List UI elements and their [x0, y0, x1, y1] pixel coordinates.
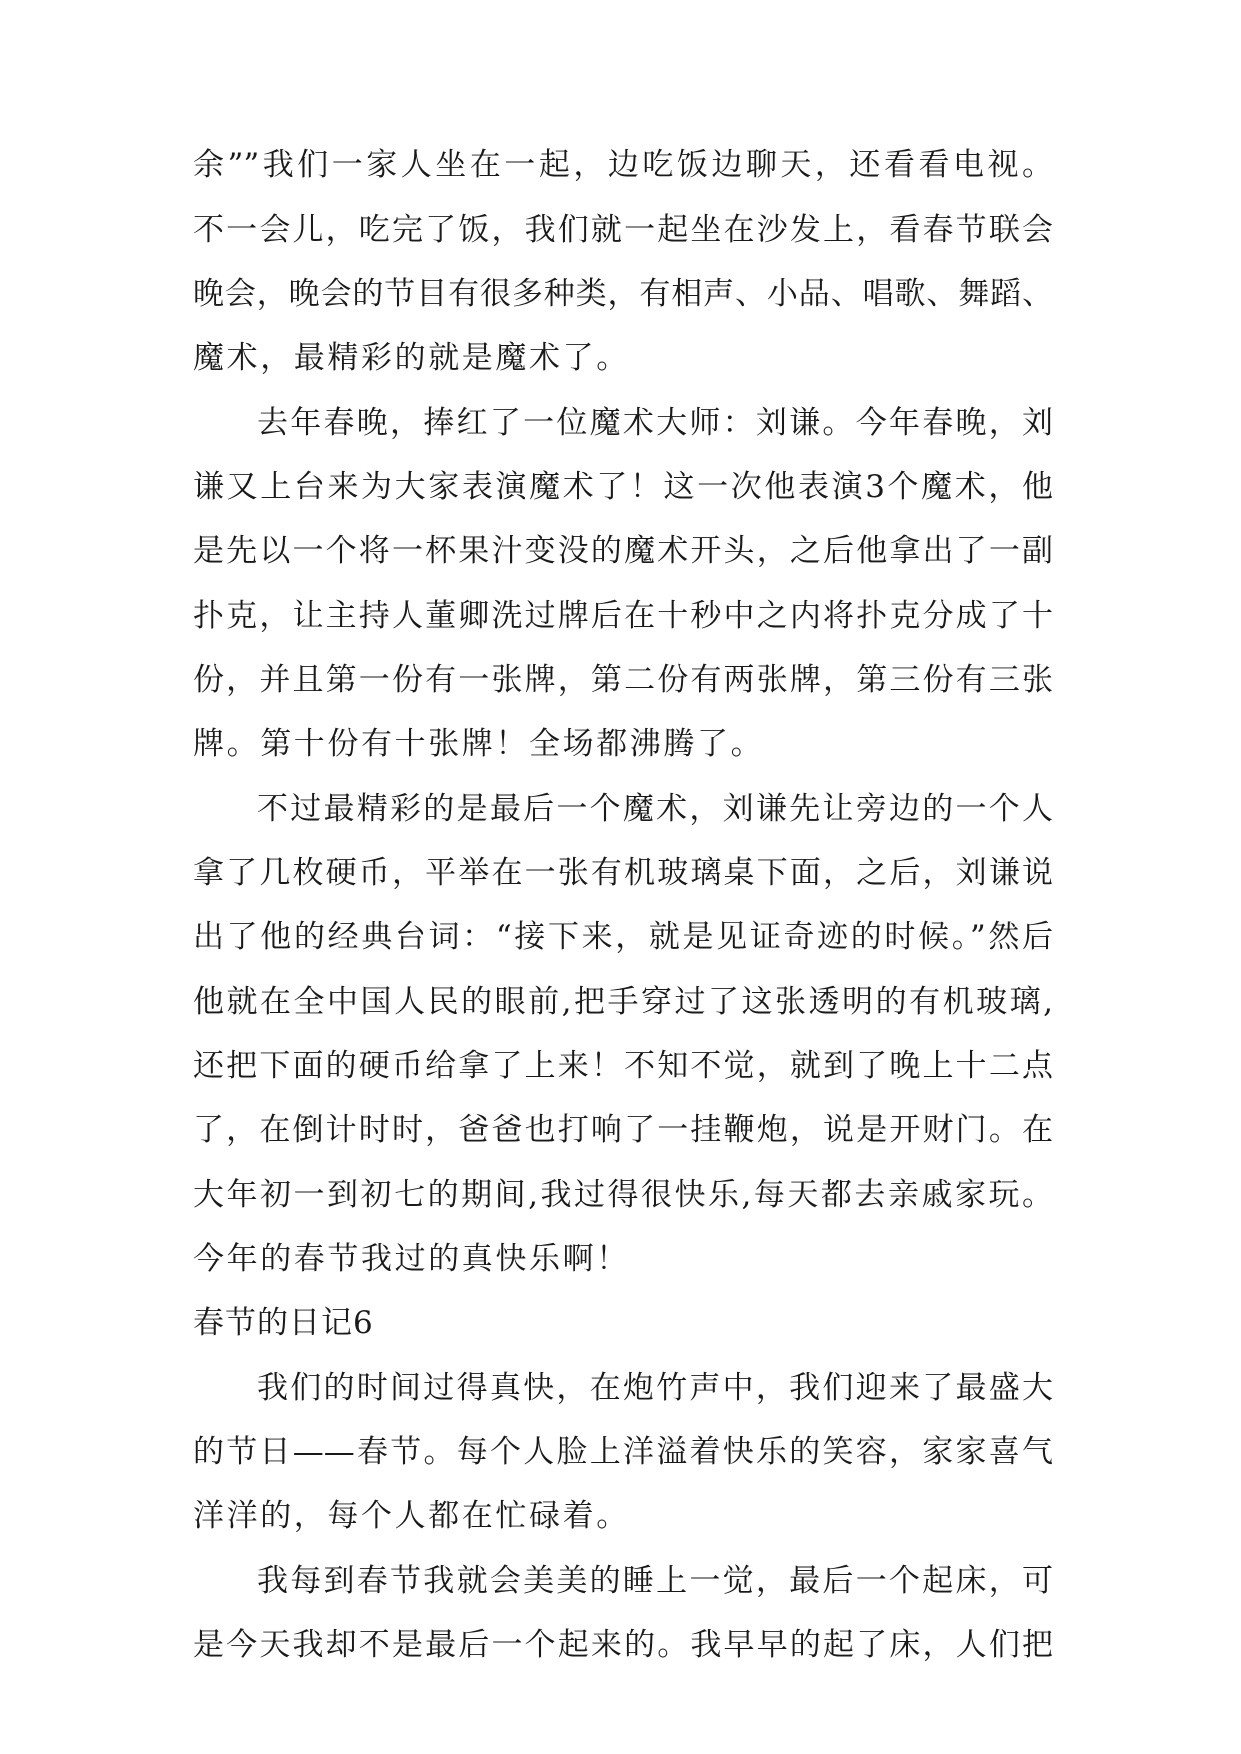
text-line: 余””我们一家人坐在一起，边吃饭边聊天，还看看电视。 — [193, 147, 1053, 183]
text-line: 他就在全中国人民的眼前,把手穿过了这张透明的有机玻璃, — [193, 984, 1053, 1020]
text-line: 洋洋的，每个人都在忙碌着。 — [193, 1498, 630, 1534]
text-line: 份，并且第一份有一张牌，第二份有两张牌，第三份有三张 — [193, 662, 1053, 698]
text-line: 扑克，让主持人董卿洗过牌后在十秒中之内将扑克分成了十 — [193, 598, 1053, 634]
text-line: 今年的春节我过的真快乐啊！ — [193, 1241, 630, 1277]
text-line: 出了他的经典台词：“接下来，就是见证奇迹的时候。”然后 — [193, 919, 1053, 955]
text-line: 谦又上台来为大家表演魔术了！这一次他表演3个魔术，他 — [193, 469, 1053, 505]
text-line: 不一会儿，吃完了饭，我们就一起坐在沙发上，看春节联会 — [193, 212, 1053, 248]
text-line: 魔术，最精彩的就是魔术了。 — [193, 340, 630, 376]
text-line: 我们的时间过得真快，在炮竹声中，我们迎来了最盛大 — [257, 1370, 1053, 1406]
text-line: 牌。第十份有十张牌！全场都沸腾了。 — [193, 726, 765, 762]
text-line: 不过最精彩的是最后一个魔术，刘谦先让旁边的一个人 — [257, 791, 1053, 827]
text-line: 是先以一个将一杯果汁变没的魔术开头，之后他拿出了一副 — [193, 533, 1053, 569]
text-line: 还把下面的硬币给拿了上来！不知不觉，就到了晚上十二点 — [193, 1048, 1053, 1084]
section-heading: 春节的日记6 — [193, 1305, 374, 1341]
text-line: 去年春晚，捧红了一位魔术大师：刘谦。今年春晚，刘 — [257, 405, 1053, 441]
text-line: 了，在倒计时时，爸爸也打响了一挂鞭炮，说是开财门。在 — [193, 1112, 1053, 1148]
text-line: 大年初一到初七的期间,我过得很快乐,每天都去亲戚家玩。 — [193, 1177, 1053, 1213]
text-line: 我每到春节我就会美美的睡上一觉，最后一个起床，可 — [257, 1563, 1053, 1599]
text-line: 是今天我却不是最后一个起来的。我早早的起了床，人们把 — [193, 1627, 1053, 1663]
text-line: 晚会，晚会的节目有很多种类，有相声、小品、唱歌、舞蹈、 — [193, 276, 1053, 312]
text-line: 的节日——春节。每个人脸上洋溢着快乐的笑容，家家喜气 — [193, 1434, 1053, 1470]
text-line: 拿了几枚硬币，平举在一张有机玻璃桌下面，之后，刘谦说 — [193, 855, 1053, 891]
